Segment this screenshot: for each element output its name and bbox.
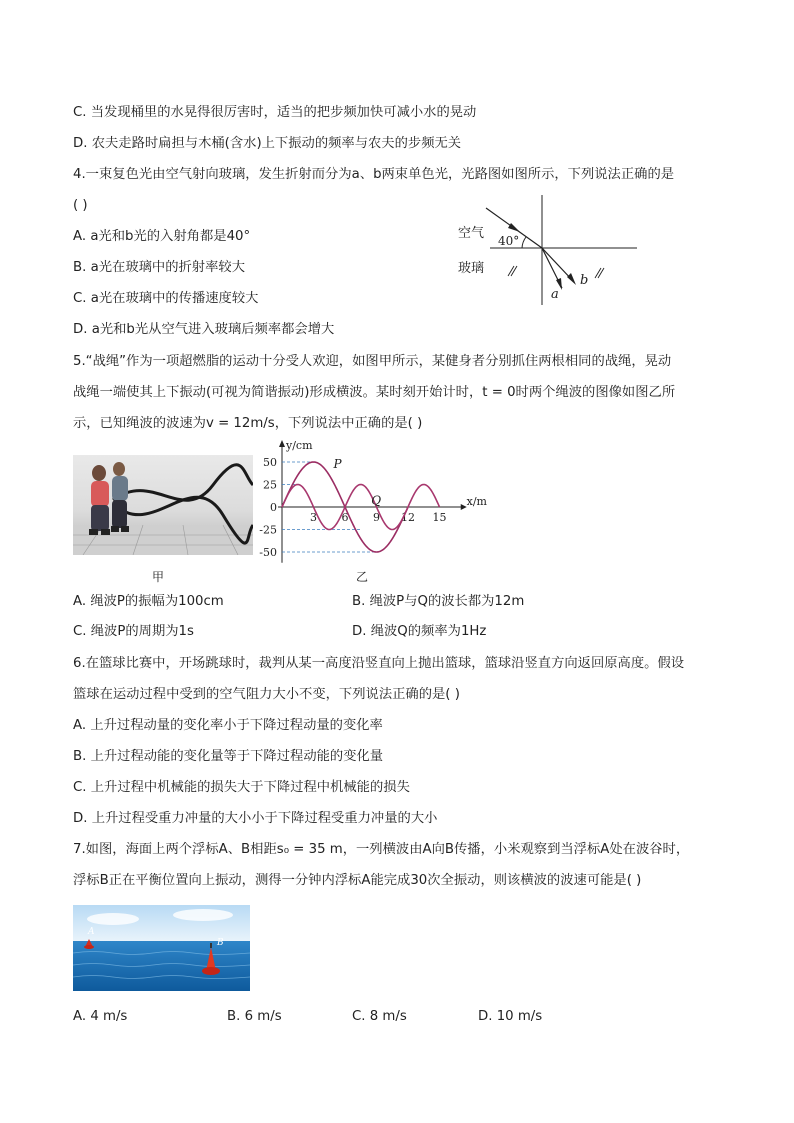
q5-option-c: C. 绳波P的周期为1s — [73, 624, 194, 639]
buoy-a-label: A — [88, 927, 95, 937]
caption-jia: 甲 — [152, 570, 165, 584]
q6-stem-line1: 6.在篮球比赛中，开场跳球时，裁判从某一高度沿竖直向上抛出篮球，篮球沿竖直方向返回原高度。假设 — [73, 656, 685, 671]
q6-option-a: A. 上升过程动量的变化率小于下降过程动量的变化率 — [73, 718, 383, 733]
series-label-Q: Q — [371, 493, 382, 508]
sea-buoy-photo — [73, 905, 250, 991]
q5-option-d: D. 绳波Q的频率为1Hz — [352, 624, 487, 639]
q3-option-c: C. 当发现桶里的水晃得很厉害时，适当的把步频加快可减小水的晃动 — [73, 105, 477, 120]
x-tick-label: 9 — [373, 511, 380, 524]
q3-option-d: D. 农夫走路时扁担与木桶(含水)上下振动的频率与农夫的步频无关 — [73, 136, 462, 151]
air-label: 空气 — [458, 226, 485, 241]
q7-option-b: B. 6 m/s — [227, 1009, 282, 1024]
q4-option-a: A. a光和b光的入射角都是40° — [73, 229, 251, 244]
ray-a-label: a — [551, 287, 559, 302]
q6-option-d: D. 上升过程受重力冲量的大小小于下降过程受重力冲量的大小 — [73, 811, 438, 826]
sea-buoy-illustration — [73, 905, 250, 991]
q7-stem-line2: 浮标B正在平衡位置向上振动，测得一分钟内浮标A能完成30次全振动，则该横波的波速可能是( ) — [73, 873, 642, 888]
y-axis-arrow — [279, 440, 285, 447]
q5-stem-line1: 5.“战绳”作为一项超燃脂的运动十分受人欢迎，如图甲所示，某健身者分别抓住两根相同的战绳，晃动 — [73, 354, 672, 369]
y-tick-label: -50 — [259, 546, 277, 559]
q4-stem-line2: ( ) — [73, 198, 88, 213]
q4-option-c: C. a光在玻璃中的传播速度较大 — [73, 291, 259, 306]
angle-label: 40° — [498, 234, 520, 248]
y-tick-label: -25 — [259, 523, 277, 537]
refraction-diagram — [450, 190, 650, 310]
x-tick-label: 3 — [310, 511, 317, 524]
hatch-right — [595, 268, 604, 278]
glass-label: 玻璃 — [458, 261, 485, 276]
q7-stem-line1: 7.如图，海面上两个浮标A、B相距s₀ = 35 m，一列横波由A向B传播，小米观察到当浮标A处在波谷时， — [73, 842, 690, 857]
x-tick-label: 6 — [341, 511, 349, 524]
q5-option-b: B. 绳波P与Q的波长都为12m — [352, 594, 525, 609]
q5-stem-line3: 示，已知绳波的波速为v = 12m/s，下列说法中正确的是( ) — [73, 416, 423, 431]
buoy-b-label: B — [217, 938, 224, 948]
q6-stem-line2: 篮球在运动过程中受到的空气阻力大小不变，下列说法正确的是( ) — [73, 687, 460, 702]
q7-option-a: A. 4 m/s — [73, 1009, 128, 1024]
q7-option-d: D. 10 m/s — [478, 1009, 543, 1024]
y-tick-label: 0 — [270, 501, 277, 514]
ray-b-arrow — [567, 273, 576, 285]
q6-option-c: C. 上升过程中机械能的损失大于下降过程中机械能的损失 — [73, 780, 410, 795]
y-tick-label: 50 — [263, 456, 277, 469]
q5-option-a: A. 绳波P的振幅为100cm — [73, 594, 224, 609]
q4-option-b: B. a光在玻璃中的折射率较大 — [73, 260, 245, 275]
y-axis-label: y/cm — [286, 439, 313, 452]
wave-chart — [258, 437, 498, 567]
q6-option-b: B. 上升过程动能的变化量等于下降过程动能的变化量 — [73, 749, 384, 764]
q5-stem-line2: 战绳一端使其上下振动(可视为简谐振动)形成横波。某时刻开始计时，t = 0时两个绳波的图像如图乙所 — [73, 385, 676, 400]
battle-rope-illustration — [73, 455, 253, 555]
q4-option-d: D. a光和b光从空气进入玻璃后频率都会增大 — [73, 322, 335, 337]
q7-option-c: C. 8 m/s — [352, 1009, 407, 1024]
x-tick-label: 15 — [432, 511, 447, 524]
ray-b-label: b — [580, 273, 589, 288]
y-tick-label: 25 — [263, 478, 277, 492]
hatch-left — [508, 266, 517, 276]
x-tick-label: 12 — [401, 511, 415, 524]
angle-arc — [522, 237, 526, 248]
battle-rope-photo — [73, 455, 253, 555]
caption-yi: 乙 — [356, 570, 369, 584]
x-axis-label: x/m — [466, 495, 487, 508]
q4-stem-line1: 4.一束复色光由空气射向玻璃，发生折射而分为a、b两束单色光，光路图如图所示，下列说法正确的是 — [73, 167, 675, 182]
series-label-P: P — [333, 457, 342, 471]
